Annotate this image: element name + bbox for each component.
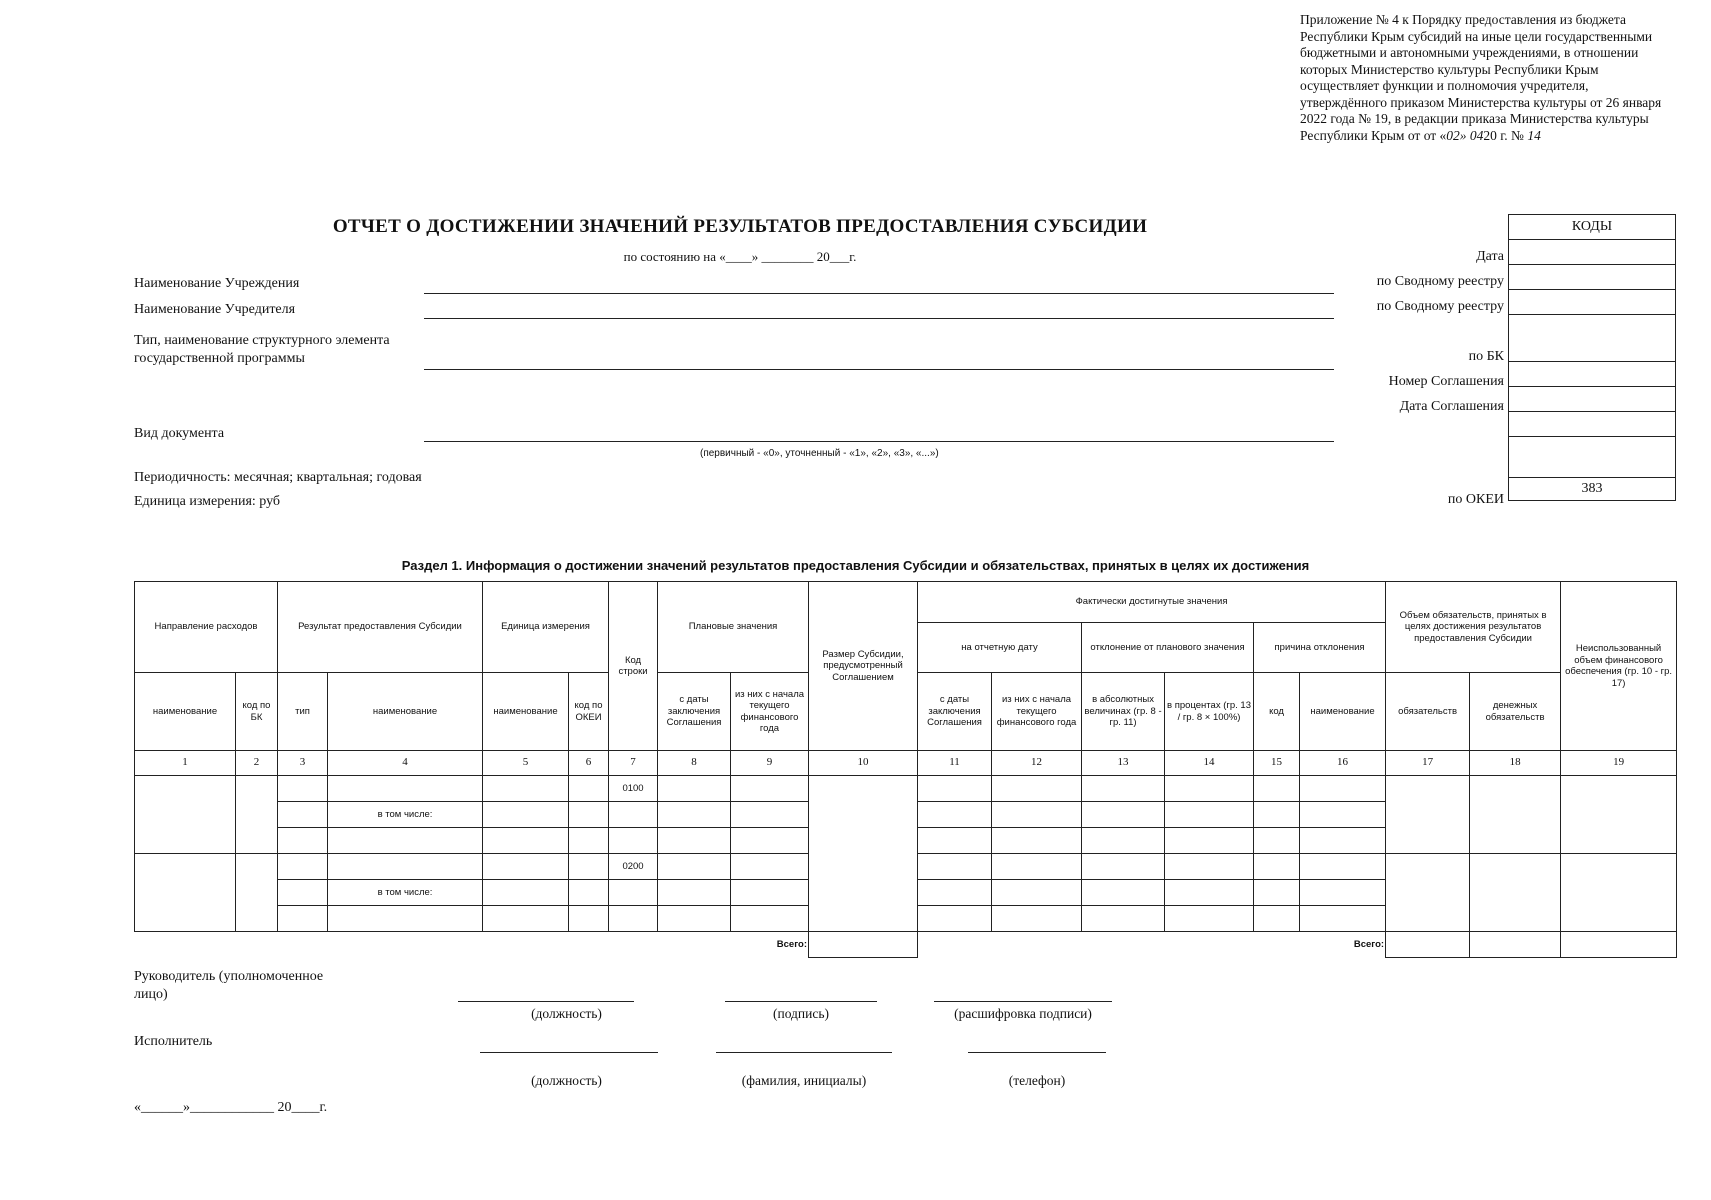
- doc-type-label: Вид документа: [134, 426, 225, 441]
- cell-money-obligations-2[interactable]: [1470, 854, 1561, 932]
- hdr-actual: Фактически достигнутые значения: [918, 582, 1386, 623]
- signature-decode-caption: (расшифровка подписи): [954, 1006, 1092, 1021]
- totals-row: [135, 932, 1677, 958]
- code-okei-cell: 383: [1509, 478, 1676, 501]
- executor-phone-field[interactable]: [968, 1052, 1106, 1053]
- col-num: 3: [278, 751, 328, 776]
- program-label-1: Тип, наименование структурного элемента: [134, 333, 390, 348]
- codes-table: [1508, 214, 1676, 501]
- hdr-on-date: на отчетную дату: [918, 623, 1082, 673]
- cell[interactable]: [731, 854, 809, 880]
- founder-label: Наименование Учредителя: [134, 302, 296, 317]
- row-code-0100: 0100: [609, 776, 658, 802]
- cell[interactable]: [658, 854, 731, 880]
- head-signature-decode-field[interactable]: [934, 1001, 1112, 1002]
- cell[interactable]: [609, 802, 658, 828]
- col-num: 14: [1165, 751, 1254, 776]
- cell[interactable]: [731, 828, 809, 854]
- cell[interactable]: [1254, 802, 1300, 828]
- cell[interactable]: [1300, 906, 1386, 932]
- hdr-deviation-reason: причина отклонения: [1254, 623, 1386, 673]
- hdr-code-row: Код строки: [609, 582, 658, 751]
- col-num: 18: [1470, 751, 1561, 776]
- cell[interactable]: [918, 776, 992, 802]
- cell[interactable]: [569, 776, 609, 802]
- cell[interactable]: [1300, 802, 1386, 828]
- total-unused-cell[interactable]: [1561, 932, 1677, 958]
- cell[interactable]: [1254, 906, 1300, 932]
- total-money-obligations-cell[interactable]: [1470, 932, 1561, 958]
- col-num: 6: [569, 751, 609, 776]
- cell[interactable]: [328, 828, 483, 854]
- cell[interactable]: [1082, 828, 1165, 854]
- col-num: 2: [236, 751, 278, 776]
- signature-caption: (подпись): [772, 1006, 830, 1021]
- cell[interactable]: [658, 802, 731, 828]
- cell[interactable]: [1300, 776, 1386, 802]
- code-periodicity-cell[interactable]: [1509, 437, 1676, 478]
- program-label-2: государственной программы: [134, 351, 305, 366]
- results-table: [134, 581, 1677, 958]
- col-num: 4: [328, 751, 483, 776]
- hdr-result-name: наименование: [328, 673, 483, 751]
- hdr-unused: Неиспользованный объем финансового обеспечения (гр. 10 - гр. 17): [1561, 582, 1677, 751]
- cell[interactable]: [992, 906, 1082, 932]
- col-num: 1: [135, 751, 236, 776]
- col-num: 9: [731, 751, 809, 776]
- cell[interactable]: [609, 828, 658, 854]
- col-num: 13: [1082, 751, 1165, 776]
- cell[interactable]: [1082, 802, 1165, 828]
- page-title: ОТЧЕТ О ДОСТИЖЕНИИ ЗНАЧЕНИЙ РЕЗУЛЬТАТОВ ПРЕДОСТАВЛЕНИЯ СУБСИДИИ: [332, 216, 1148, 237]
- position-caption-2: (должность): [531, 1073, 602, 1088]
- hdr-money-obligations: денежных обязательств: [1470, 673, 1561, 751]
- head-signature-field[interactable]: [725, 1001, 877, 1002]
- cell[interactable]: [483, 776, 569, 802]
- total-obligations-cell[interactable]: [1386, 932, 1470, 958]
- cell[interactable]: [278, 802, 328, 828]
- head-label-1: Руководитель (уполномоченное: [134, 969, 324, 984]
- col-num: 8: [658, 751, 731, 776]
- cell[interactable]: [1082, 854, 1165, 880]
- hdr-obligations-col: обязательств: [1386, 673, 1470, 751]
- cell[interactable]: [918, 906, 992, 932]
- hdr-deviation: отклонение от планового значения: [1082, 623, 1254, 673]
- cell-direction-1[interactable]: [135, 776, 236, 854]
- hdr-code-okei: код по ОКЕИ: [569, 673, 609, 751]
- phone-caption: (телефон): [1008, 1073, 1066, 1088]
- col-num: 11: [918, 751, 992, 776]
- agreement-date-label: Дата Соглашения: [1399, 399, 1504, 414]
- table-row: [135, 776, 1677, 802]
- handwritten-number: 14: [1527, 127, 1541, 143]
- incl-label-1: в том числе:: [328, 802, 483, 828]
- cell[interactable]: [483, 854, 569, 880]
- cell[interactable]: [731, 880, 809, 906]
- cell-unused-2[interactable]: [1561, 854, 1677, 932]
- cell[interactable]: [1165, 906, 1254, 932]
- cell[interactable]: [992, 854, 1082, 880]
- col-num: 19: [1561, 751, 1677, 776]
- cell[interactable]: [1254, 854, 1300, 880]
- cell[interactable]: [1300, 880, 1386, 906]
- cell[interactable]: [1165, 802, 1254, 828]
- hdr-act-from-date: с даты заключения Соглашения: [918, 673, 992, 751]
- cell-obligations-2[interactable]: [1386, 854, 1470, 932]
- hdr-act-from-year: из них с начала текущего финансового года: [992, 673, 1082, 751]
- cell-obligations-1[interactable]: [1386, 776, 1470, 854]
- periodicity-label: Периодичность: месячная; квартальная; годовая: [134, 470, 422, 485]
- code-bk-cell[interactable]: [1509, 315, 1676, 362]
- cell[interactable]: [992, 802, 1082, 828]
- date-code-label: Дата: [1476, 249, 1504, 264]
- report-date-line: по состоянию на «____» ________ 20___г.: [623, 249, 857, 264]
- executor-position-field[interactable]: [480, 1052, 658, 1053]
- cell[interactable]: [992, 776, 1082, 802]
- cell[interactable]: [658, 776, 731, 802]
- institution-label: Наименование Учреждения: [134, 276, 300, 291]
- code-agreement-date-cell[interactable]: [1509, 387, 1676, 412]
- code-doc-type-cell[interactable]: [1509, 412, 1676, 437]
- hdr-direction: Направление расходов: [135, 582, 278, 673]
- registry2-label: по Сводному реестру: [1376, 299, 1504, 314]
- hdr-result: Результат предоставления Субсидии: [278, 582, 483, 673]
- report-date-footer[interactable]: «______»____________ 20____г.: [134, 1100, 328, 1115]
- institution-field[interactable]: [424, 293, 1334, 294]
- handwritten-date: 02» 04: [1446, 127, 1484, 143]
- founder-field[interactable]: [424, 318, 1334, 319]
- code-agreement-number-cell[interactable]: [1509, 362, 1676, 387]
- cell-unused-1[interactable]: [1561, 776, 1677, 854]
- incl-label-2: в том числе:: [328, 880, 483, 906]
- bk-label: по БК: [1468, 349, 1504, 364]
- hdr-reason-name: наименование: [1300, 673, 1386, 751]
- cell[interactable]: [569, 880, 609, 906]
- program-field[interactable]: [424, 369, 1334, 370]
- cell[interactable]: [1082, 776, 1165, 802]
- cell[interactable]: [1082, 880, 1165, 906]
- cell[interactable]: [731, 906, 809, 932]
- okei-label: по ОКЕИ: [1447, 492, 1504, 507]
- cell[interactable]: [918, 802, 992, 828]
- hdr-plan-from-year: из них с начала текущего финансового года: [731, 673, 809, 751]
- cell[interactable]: [483, 906, 569, 932]
- cell[interactable]: [658, 906, 731, 932]
- hdr-planned: Плановые значения: [658, 582, 809, 673]
- cell[interactable]: [1300, 854, 1386, 880]
- code-registry2-cell[interactable]: [1509, 290, 1676, 315]
- row-code-0200: 0200: [609, 854, 658, 880]
- hdr-subsidy-size: Размер Субсидии, предусмотренный Соглашением: [809, 582, 918, 751]
- executor-label: Исполнитель: [134, 1034, 213, 1049]
- agreement-number-label: Номер Соглашения: [1388, 374, 1504, 389]
- cell[interactable]: [278, 880, 328, 906]
- cell-direction-2[interactable]: [135, 854, 236, 932]
- col-num: 17: [1386, 751, 1470, 776]
- hdr-type: тип: [278, 673, 328, 751]
- col-num: 15: [1254, 751, 1300, 776]
- cell[interactable]: [483, 828, 569, 854]
- head-position-field[interactable]: [458, 1001, 634, 1002]
- col-num: 12: [992, 751, 1082, 776]
- cell[interactable]: [1300, 828, 1386, 854]
- hdr-abs-values: в абсолютных величинах (гр. 8 - гр. 11): [1082, 673, 1165, 751]
- cell[interactable]: [569, 906, 609, 932]
- hdr-percent: в процентах (гр. 13 / гр. 8 × 100%): [1165, 673, 1254, 751]
- total-label-2: Всего:: [918, 932, 1386, 958]
- doc-type-field[interactable]: [424, 441, 1334, 442]
- code-date-cell[interactable]: [1509, 240, 1676, 265]
- cell-subsidy-size[interactable]: [809, 776, 918, 932]
- col-num: 5: [483, 751, 569, 776]
- cell[interactable]: [731, 802, 809, 828]
- cell-code-bk-1[interactable]: [236, 776, 278, 854]
- hdr-unit-name: наименование: [483, 673, 569, 751]
- hdr-code-bk: код по БК: [236, 673, 278, 751]
- cell[interactable]: [658, 880, 731, 906]
- cell-money-obligations-1[interactable]: [1470, 776, 1561, 854]
- cell[interactable]: [278, 854, 328, 880]
- cell[interactable]: [1165, 854, 1254, 880]
- cell[interactable]: [1254, 828, 1300, 854]
- cell[interactable]: [1165, 776, 1254, 802]
- cell[interactable]: [483, 880, 569, 906]
- col-num: 7: [609, 751, 658, 776]
- cell[interactable]: [658, 828, 731, 854]
- name-initials-caption: (фамилия, инициалы): [741, 1073, 867, 1088]
- column-numbers-row: [135, 751, 1677, 776]
- cell[interactable]: [483, 802, 569, 828]
- hdr-reason-code: код: [1254, 673, 1300, 751]
- cell[interactable]: [918, 828, 992, 854]
- cell[interactable]: [569, 854, 609, 880]
- cell[interactable]: [1254, 880, 1300, 906]
- col-num: 10: [809, 751, 918, 776]
- head-label-2: лицо): [134, 987, 168, 1002]
- cell[interactable]: [1165, 828, 1254, 854]
- cell[interactable]: [918, 880, 992, 906]
- cell[interactable]: [1254, 776, 1300, 802]
- cell[interactable]: [992, 828, 1082, 854]
- annex-suffix: 20 г. №: [1483, 127, 1528, 143]
- cell[interactable]: [278, 828, 328, 854]
- hdr-unit: Единица измерения: [483, 582, 609, 673]
- codes-header: КОДЫ: [1509, 215, 1676, 240]
- cell[interactable]: [609, 880, 658, 906]
- cell[interactable]: [609, 906, 658, 932]
- executor-name-field[interactable]: [716, 1052, 892, 1053]
- annex-body: Приложение № 4 к Порядку предоставления из бюджета Республики Крым субсидий на иные цели государственными бюджетными и автономными учреждениями, в отношении которых Министерство культуры Республики Крым осуществляет функции и полномочия учредителя, утверждённого приказом Министерства культуры от 26 января 2022 года № 19, в редакции приказа Министерства культуры Республики Крым от от «: [1300, 12, 1662, 143]
- hdr-direction-name: наименование: [135, 673, 236, 751]
- cell-code-bk-2[interactable]: [236, 854, 278, 932]
- hdr-plan-from-date: с даты заключения Соглашения: [658, 673, 731, 751]
- cell[interactable]: [569, 828, 609, 854]
- section-title: Раздел 1. Информация о достижении значений результатов предоставления Субсидии и обязательствах, принятых в целях их достижения: [401, 558, 1310, 573]
- registry1-label: по Сводному реестру: [1376, 274, 1504, 289]
- cell[interactable]: [731, 776, 809, 802]
- annex-text: [1300, 12, 1670, 144]
- cell[interactable]: [1082, 906, 1165, 932]
- cell[interactable]: [918, 854, 992, 880]
- col-num: 16: [1300, 751, 1386, 776]
- cell[interactable]: [278, 776, 328, 802]
- cell[interactable]: [992, 880, 1082, 906]
- position-caption-1: (должность): [531, 1006, 602, 1021]
- doc-type-hint: (первичный - «0», уточненный - «1», «2», «3», «...»): [700, 448, 939, 459]
- code-registry1-cell[interactable]: [1509, 265, 1676, 290]
- cell[interactable]: [1165, 880, 1254, 906]
- cell[interactable]: [328, 776, 483, 802]
- cell[interactable]: [278, 906, 328, 932]
- cell[interactable]: [328, 906, 483, 932]
- total-subsidy-cell[interactable]: [809, 932, 918, 958]
- unit-label: Единица измерения: руб: [134, 494, 281, 509]
- hdr-obligations: Объем обязательств, принятых в целях достижения результатов предоставления Субсидии: [1386, 582, 1561, 673]
- cell[interactable]: [569, 802, 609, 828]
- total-label-1: Всего:: [135, 932, 809, 958]
- cell[interactable]: [328, 854, 483, 880]
